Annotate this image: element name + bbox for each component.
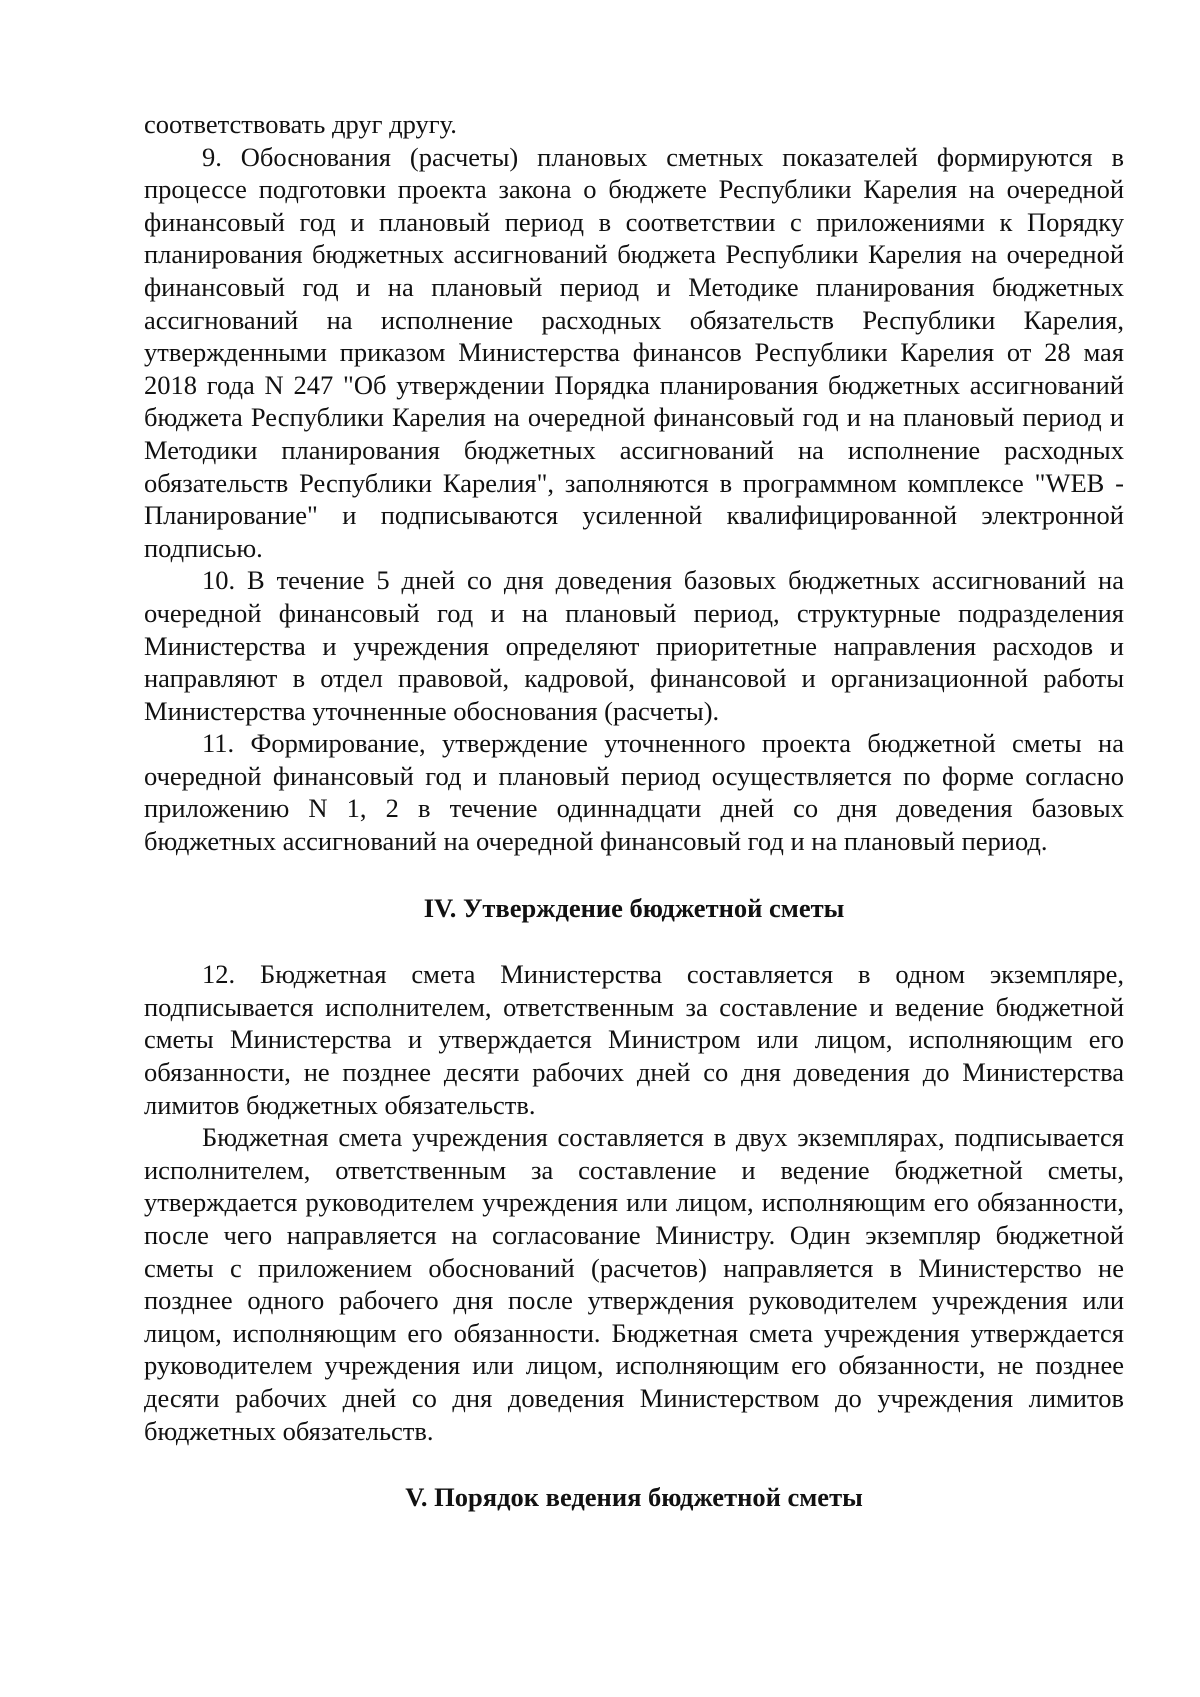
paragraph-11: 11. Формирование, утверждение уточненного проекта бюджетной сметы на очередной финансовый год и плановый период осуществляется по форме согласно приложению N 1, 2 в течение одиннадцати дней со дня доведения базовых бюджетных ассигнований на очередной финансовый год и на плановый период. xyxy=(144,728,1124,857)
paragraph-12: 12. Бюджетная смета Министерства составляется в одном экземпляре, подписывается исполнителем, ответственным за составление и ведение бюджетной сметы Министерства и утверждается Министром или лицом, исполняющим его обязанности, не позднее десяти рабочих дней со дня доведения до Министерства лимитов бюджетных обязательств. xyxy=(144,959,1124,1120)
paragraph-9: 9. Обоснования (расчеты) плановых сметных показателей формируются в процессе подготовки проекта закона о бюджете Республики Карелия на очередной финансовый год и плановый период в соответствии с приложениями к Порядку планирования бюджетных ассигнований бюджета Республики Карелия на очередной финансовый год и на плановый период и Методике планирования бюджетных ассигнований на исполнение расходных обязательств Республики Карелия, утвержденными приказом Министерства финансов Республики Карелия от 28 мая 2018 года N 247 "Об утверждении Порядка планирования бюджетных ассигнований бюджета Республики Карелия на очередной финансовый год и на плановый период и Методики планирования бюджетных ассигнований на исполнение расходных обязательств Республики Карелия", заполняются в программном комплексе "WEB - Планирование" и подписываются усиленной квалифицированной электронной подписью. xyxy=(144,141,1124,563)
spacer xyxy=(144,1447,1124,1481)
paragraph-institution-estimate: Бюджетная смета учреждения составляется в двух экземплярах, подписывается исполнителем, ответственным за составление и ведение бюджетной сметы, утверждается руководителем учреждения или лицом, исполняющим его обязанности, после чего направляется на согласование Министру. Один экземпляр бюджетной сметы с приложением обоснований (расчетов) направляется в Министерство не позднее одного рабочего дня после утверждения руководителем учреждения или лицом, исполняющим его обязанности. Бюджетная смета учреждения утверждается руководителем учреждения или лицом, исполняющим его обязанности, не позднее десяти рабочих дней со дня доведения Министерством до учреждения лимитов бюджетных обязательств. xyxy=(144,1122,1124,1446)
document-page xyxy=(144,108,1124,1514)
section-heading-v: V. Порядок ведения бюджетной сметы xyxy=(405,1482,863,1513)
section-heading-iv: IV. Утверждение бюджетной сметы xyxy=(423,892,845,923)
spacer xyxy=(144,924,1124,958)
paragraph-10: 10. В течение 5 дней со дня доведения базовых бюджетных ассигнований на очередной финансовый год и на плановый период, структурные подразделения Министерства и учреждения определяют приоритетные направления расходов и направляют в отдел правовой, кадровой, финансовой и организационной работы Министерства уточненные обоснования (расчеты). xyxy=(144,565,1124,726)
paragraph-continuation: соответствовать друг другу. xyxy=(144,109,457,139)
spacer xyxy=(144,858,1124,892)
